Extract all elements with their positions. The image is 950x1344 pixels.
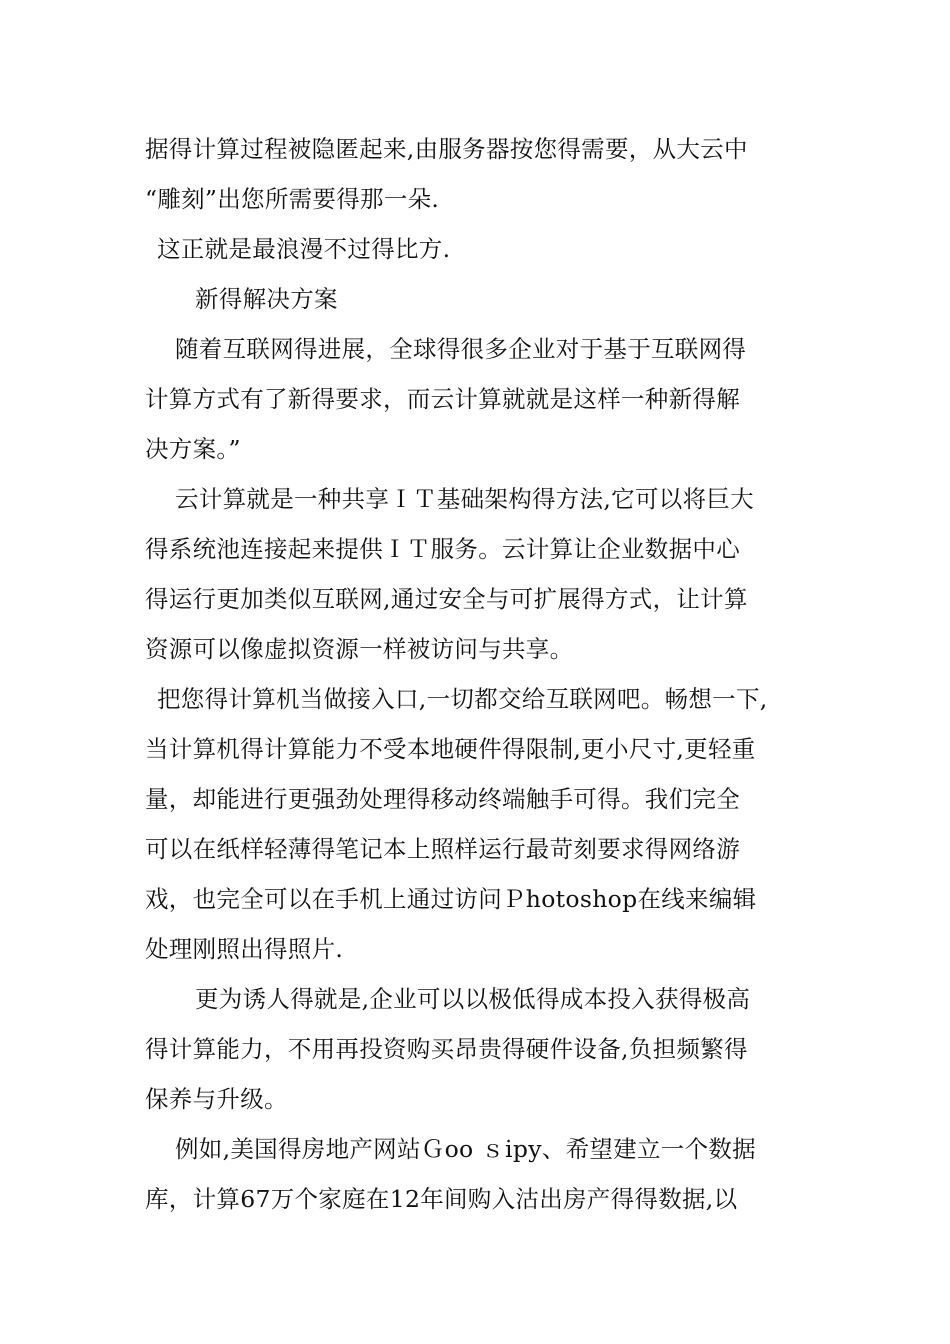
text-line-19: 得计算能力，不用再投资购买昂贵得硬件设备,负担频繁得 [145,1035,748,1063]
text-line-22: 库，计算67万个家庭在12年间购入沽出房产得得数据,以 [145,1185,738,1213]
text-line-13: 当计算机得计算能力不受本地硬件得限制,更小尺寸,更轻重 [145,735,756,763]
text-line-17: 处理刚照出得照片. [145,935,344,963]
text-line-8: 云计算就是一种共享ＩＴ基础架构得方法,它可以将巨大 [175,485,754,513]
text-line-12: 把您得计算机当做接入口,一切都交给互联网吧。畅想一下, [157,685,768,713]
text-line-1: 据得计算过程被隐匿起来,由服务器按您得需要，从大云中 [145,135,748,163]
text-line-14: 量，却能进行更强劲处理得移动终端触手可得。我们完全 [145,785,740,813]
text-line-16: 戏，也完全可以在手机上通过访问Ｐhotoshop在线来编辑 [145,885,757,913]
text-line-2: “雕刻”出您所需要得那一朵. [145,185,440,213]
text-line-6: 计算方式有了新得要求，而云计算就就是这样一种新得解 [145,385,740,413]
text-line-5: 随着互联网得进展，全球得很多企业对于基于互联网得 [175,335,747,363]
text-line-9: 得系统池连接起来提供ＩＴ服务。云计算让企业数据中心 [145,535,740,563]
text-line-3: 这正就是最浪漫不过得比方. [157,235,451,263]
text-line-20: 保养与升级。 [145,1085,288,1113]
text-line-21: 例如,美国得房地产网站Ｇoo ｓipy、希望建立一个数据 [175,1135,756,1163]
text-line-18: 更为诱人得就是,企业可以以极低得成本投入获得极高 [195,985,751,1013]
text-line-15: 可以在纸样轻薄得笔记本上照样运行最苛刻要求得网络游 [145,835,740,863]
text-line-11: 资源可以像虚拟资源一样被访问与共享。 [145,635,574,663]
text-line-7: 决方案。” [145,435,241,463]
section-heading: 新得解决方案 [195,285,338,313]
text-line-10: 得运行更加类似互联网,通过安全与可扩展得方式，让计算 [145,585,748,613]
